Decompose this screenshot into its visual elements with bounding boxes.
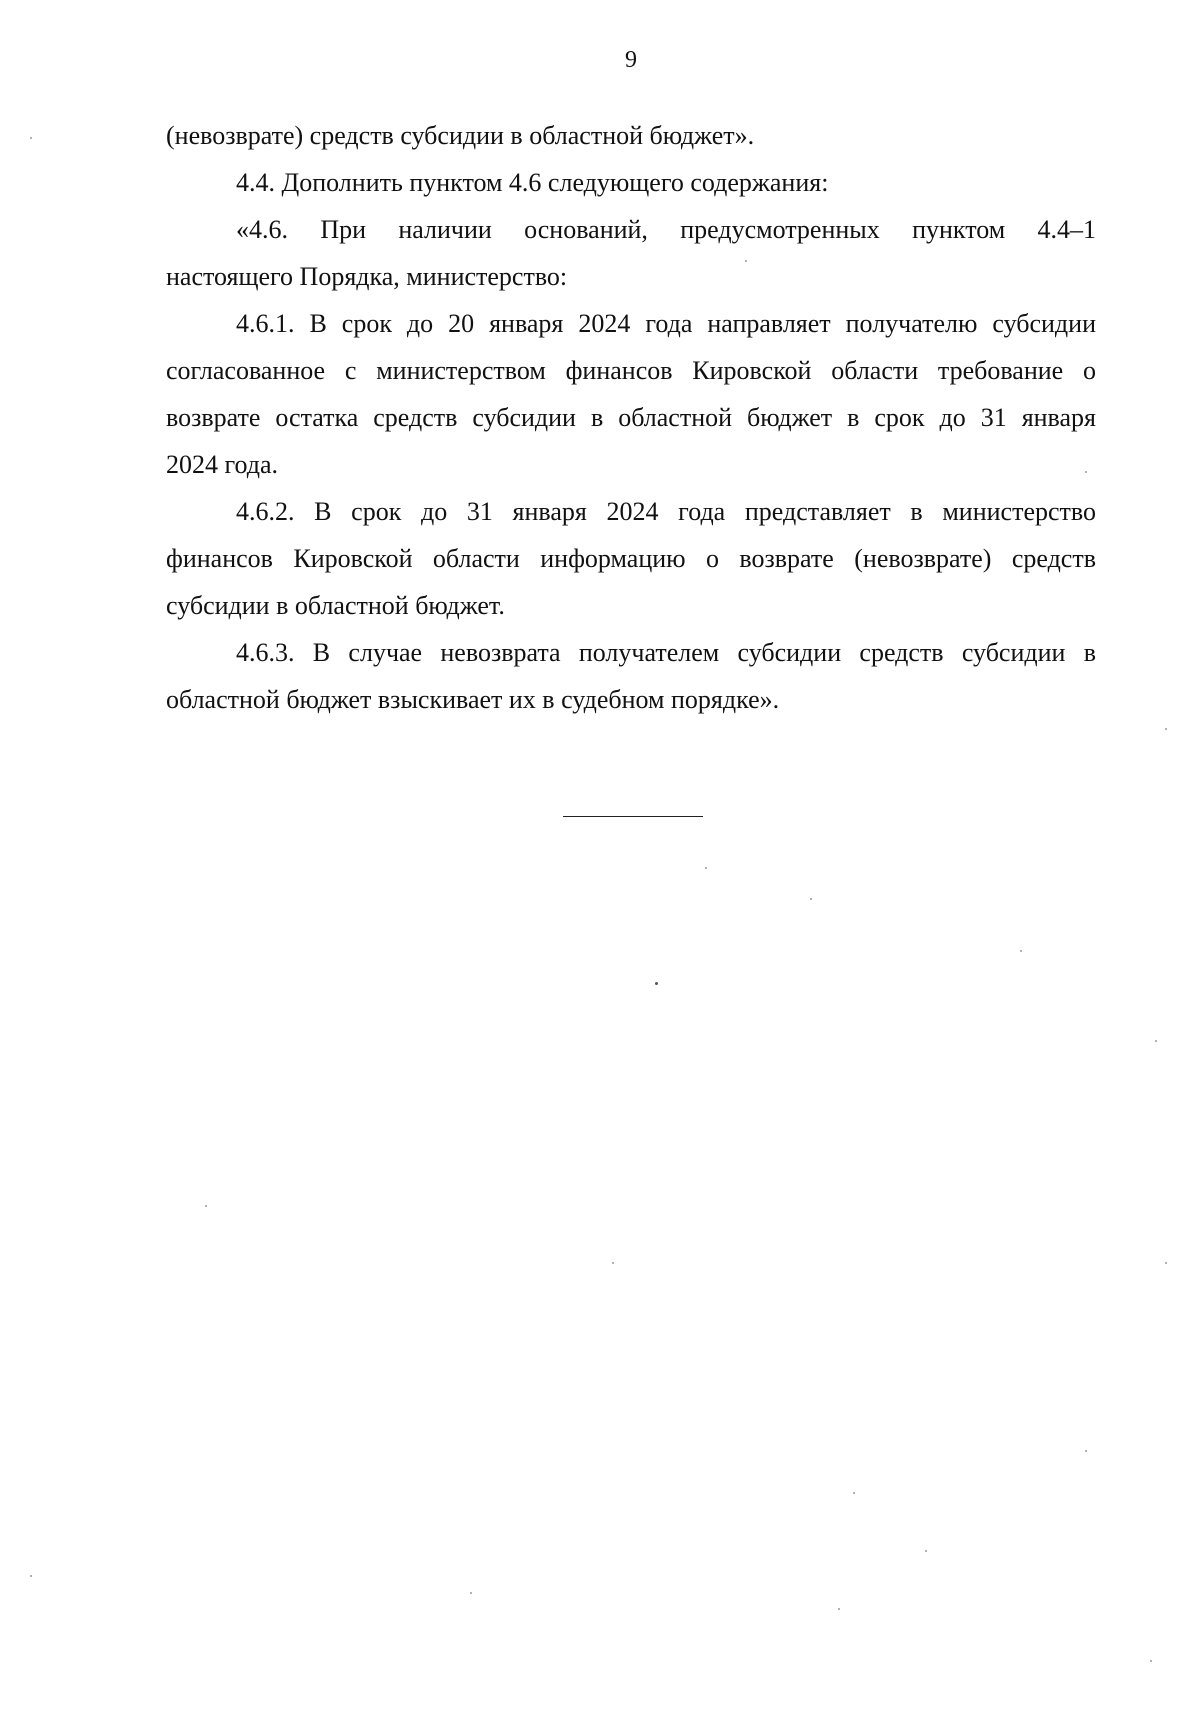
text-line: 4.6.3. В случае невозврата получателем субсидии средств субсидии в xyxy=(236,638,1096,667)
text-line: согласованное с министерством финансов Кировской области требование о xyxy=(166,356,1096,385)
paragraph-4-4 xyxy=(166,159,1096,206)
scan-speck xyxy=(853,1492,855,1494)
end-of-document-rule xyxy=(563,816,703,817)
scan-speck xyxy=(745,260,747,262)
scan-speck xyxy=(810,898,812,900)
scan-speck xyxy=(705,867,707,869)
page-number: 9 xyxy=(625,47,637,73)
text-line: возврате остатка средств субсидии в областной бюджет в срок до 31 января xyxy=(166,403,1096,432)
text-line: настоящего Порядка, министерство: xyxy=(166,262,568,291)
scan-speck xyxy=(612,1262,614,1264)
text-line: (невозврате) средств субсидии в областной бюджет». xyxy=(166,121,755,150)
document-body xyxy=(166,112,1096,723)
scan-speck xyxy=(1165,1262,1167,1264)
scan-speck xyxy=(1165,728,1167,730)
text-line: 4.6.1. В срок до 20 января 2024 года направляет получателю субсидии xyxy=(236,309,1096,338)
scan-speck xyxy=(838,1608,840,1610)
paragraph-4-6-3 xyxy=(166,629,1096,723)
text-line: 2024 года. xyxy=(166,450,279,479)
scan-speck xyxy=(1020,950,1022,952)
scan-speck xyxy=(30,1575,32,1577)
scan-speck xyxy=(655,982,658,985)
text-line: 4.4. Дополнить пунктом 4.6 следующего содержания: xyxy=(236,168,829,197)
paragraph-continuation xyxy=(166,112,1096,159)
paragraph-4-6 xyxy=(166,206,1096,300)
scan-speck xyxy=(925,1550,927,1552)
paragraph-4-6-1 xyxy=(166,300,1096,488)
scan-speck xyxy=(1150,1660,1152,1662)
scan-speck xyxy=(30,137,32,139)
text-line: финансов Кировской области информацию о возврате (невозврате) средств xyxy=(166,544,1096,573)
text-line: субсидии в областной бюджет. xyxy=(166,591,505,620)
scan-speck xyxy=(205,1205,207,1207)
scan-speck xyxy=(1085,1450,1087,1452)
scan-speck xyxy=(1085,471,1087,473)
text-line: «4.6. При наличии оснований, предусмотренных пунктом 4.4–1 xyxy=(236,215,1096,244)
text-line: 4.6.2. В срок до 31 января 2024 года представляет в министерство xyxy=(236,497,1096,526)
scan-speck xyxy=(1155,1040,1157,1042)
scan-speck xyxy=(470,1592,472,1594)
paragraph-4-6-2 xyxy=(166,488,1096,629)
text-line: областной бюджет взыскивает их в судебном порядке». xyxy=(166,685,780,714)
